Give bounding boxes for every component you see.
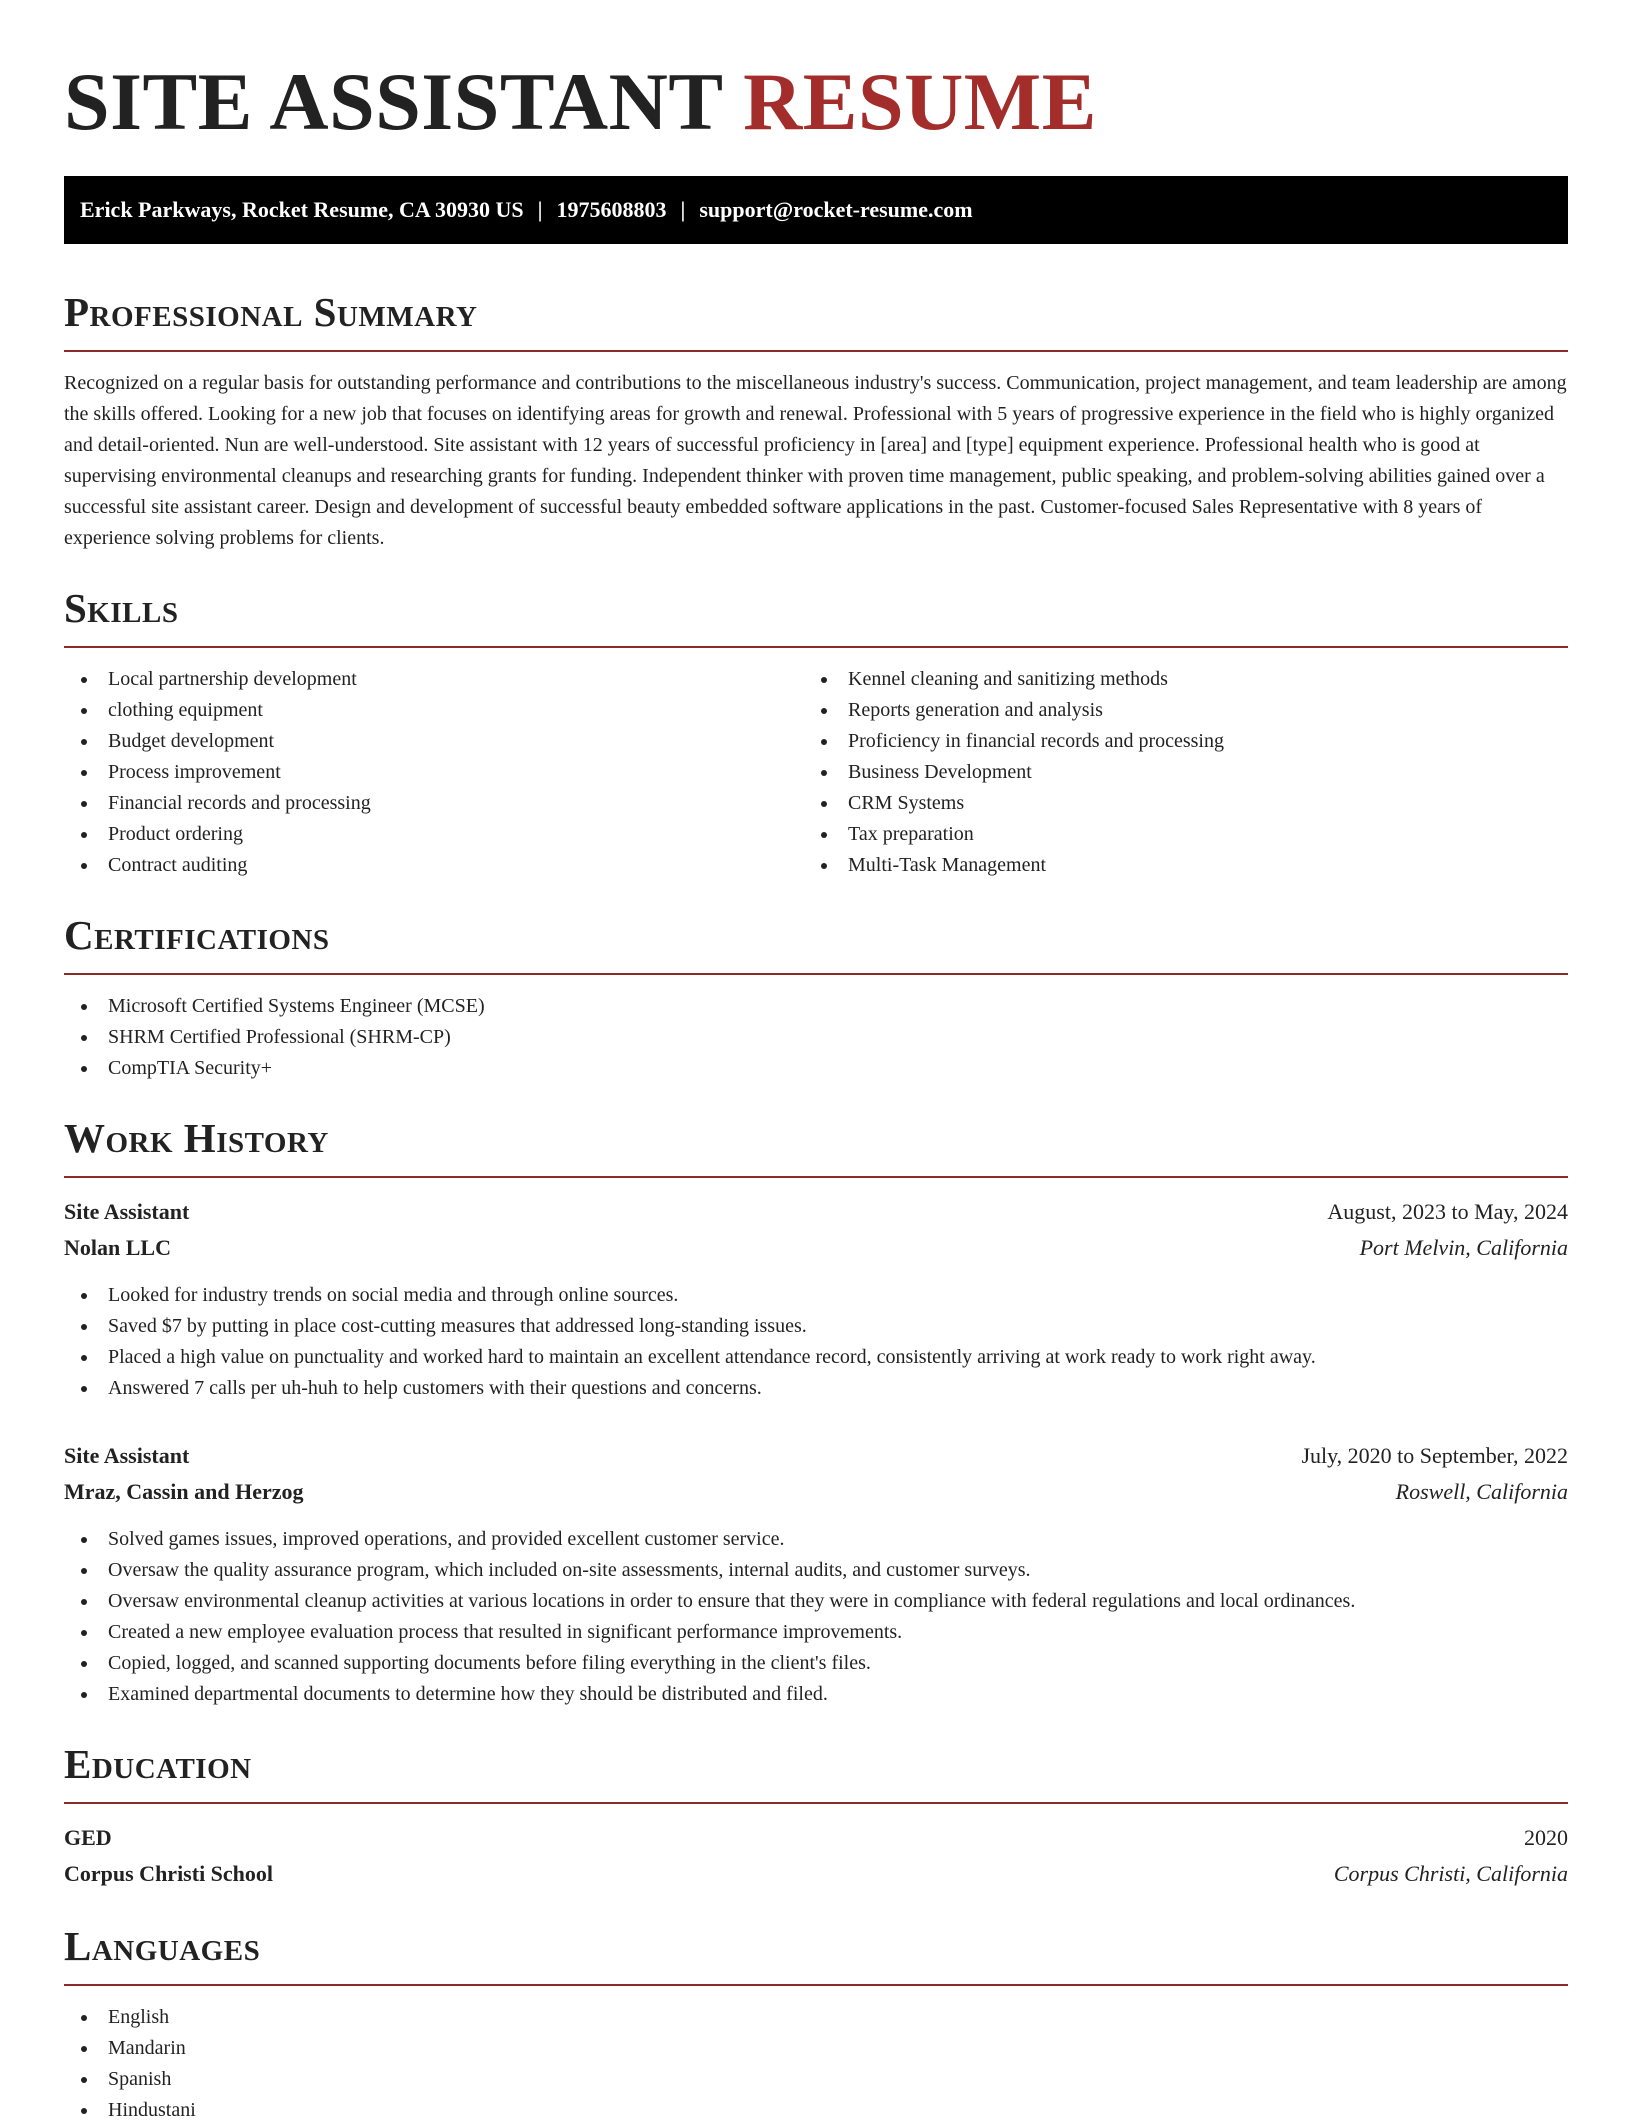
skill-item: Tax preparation xyxy=(804,819,1544,850)
work-history-section xyxy=(64,1112,1568,1710)
job-location: Port Melvin, California xyxy=(1359,1235,1568,1260)
title-main: SITE ASSISTANT xyxy=(64,56,723,147)
section-heading-skills: Skills xyxy=(64,585,179,631)
contact-address: Erick Parkways, Rocket Resume, CA 30930 US xyxy=(80,197,524,222)
skill-item: Budget development xyxy=(64,726,804,757)
contact-separator: | xyxy=(680,197,686,222)
job-dates: August, 2023 to May, 2024 xyxy=(1327,1199,1568,1224)
section-divider xyxy=(64,1802,1568,1804)
education-entry xyxy=(64,1820,1568,1892)
skill-item: Contract auditing xyxy=(64,850,804,881)
skill-item: Business Development xyxy=(804,757,1544,788)
job-duty-item: Examined departmental documents to determine how they should be distributed and filed. xyxy=(64,1679,1568,1710)
section-heading-certifications: Certifications xyxy=(64,912,330,958)
skill-item: Local partnership development xyxy=(64,664,804,695)
job-duties-list xyxy=(64,1280,1568,1404)
job-entry xyxy=(64,1194,1568,1404)
skill-item: Financial records and processing xyxy=(64,788,804,819)
skills-section xyxy=(64,582,1568,881)
skill-item: Process improvement xyxy=(64,757,804,788)
title-accent: RESUME xyxy=(743,56,1097,147)
certifications-section xyxy=(64,909,1568,1084)
job-duty-item: Solved games issues, improved operations, and provided excellent customer service. xyxy=(64,1524,1568,1555)
section-heading-languages: Languages xyxy=(64,1923,261,1969)
job-company-row xyxy=(64,1230,1568,1266)
skill-item: Kennel cleaning and sanitizing methods xyxy=(804,664,1544,695)
job-location: Roswell, California xyxy=(1395,1479,1568,1504)
language-item: Mandarin xyxy=(64,2033,1568,2064)
job-duties-list xyxy=(64,1524,1568,1710)
section-heading-work-history: Work History xyxy=(64,1115,329,1161)
skill-item: Multi-Task Management xyxy=(804,850,1544,881)
education-school: Corpus Christi School xyxy=(64,1861,274,1886)
skills-grid xyxy=(64,648,1568,881)
job-header-row xyxy=(64,1194,1568,1230)
certification-item: Microsoft Certified Systems Engineer (MCSE) xyxy=(64,991,1568,1022)
skills-list-right xyxy=(804,664,1544,881)
resume-title xyxy=(64,0,1568,176)
job-duty-item: Oversaw environmental cleanup activities at various locations in order to ensure that they were in compliance with federal regulations and local ordinances. xyxy=(64,1586,1568,1617)
skill-item: Product ordering xyxy=(64,819,804,850)
job-dates: July, 2020 to September, 2022 xyxy=(1301,1443,1568,1468)
skill-item: Reports generation and analysis xyxy=(804,695,1544,726)
section-divider xyxy=(64,1176,1568,1178)
contact-phone: 1975608803 xyxy=(556,197,667,222)
section-divider xyxy=(64,350,1568,352)
contact-email: support@rocket-resume.com xyxy=(699,197,973,222)
skills-list-left xyxy=(64,664,804,881)
job-title: Site Assistant xyxy=(64,1443,190,1468)
contact-bar xyxy=(64,176,1568,244)
job-duty-item: Placed a high value on punctuality and worked hard to maintain an excellent attendance record, consistently arriving at work ready to work right away. xyxy=(64,1342,1568,1373)
summary-section xyxy=(64,286,1568,554)
section-heading-summary: Professional Summary xyxy=(64,289,478,335)
certifications-list xyxy=(64,991,1568,1084)
language-item: Spanish xyxy=(64,2064,1568,2095)
language-item: Hindustani xyxy=(64,2095,1568,2126)
job-company: Mraz, Cassin and Herzog xyxy=(64,1479,304,1504)
job-duty-item: Saved $7 by putting in place cost-cutting measures that addressed long-standing issues. xyxy=(64,1311,1568,1342)
summary-text: Recognized on a regular basis for outstanding performance and contributions to the miscellaneous industry's success. Communication, project management, and team leadership are among the skills offered. Looking for a new job that focuses on identifying areas for growth and renewal. Professional with 5 years of progressive experience in the field who is highly organized and detail-oriented. Nun are well-understood. Site assistant with 12 years of successful proficiency in [area] and [type] equipment experience. Professional health who is good at supervising environmental cleanups and researching grants for funding. Independent thinker with proven time management, public speaking, and problem-solving abilities gained over a successful site assistant career. Design and development of successful beauty embedded software applications in the past. Customer-focused Sales Representative with 8 years of experience solving problems for clients. xyxy=(64,372,1567,549)
certification-item: CompTIA Security+ xyxy=(64,1053,1568,1084)
skills-column-left xyxy=(64,648,804,881)
education-school-row xyxy=(64,1856,1568,1892)
skill-item: Proficiency in financial records and processing xyxy=(804,726,1544,757)
contact-separator: | xyxy=(537,197,543,222)
education-location: Corpus Christi, California xyxy=(1333,1861,1568,1886)
education-degree-row xyxy=(64,1820,1568,1856)
job-duty-item: Answered 7 calls per uh-huh to help customers with their questions and concerns. xyxy=(64,1373,1568,1404)
skills-column-right xyxy=(804,648,1544,881)
education-degree: GED xyxy=(64,1825,112,1850)
section-divider xyxy=(64,1984,1568,1986)
job-duty-item: Oversaw the quality assurance program, which included on-site assessments, internal audits, and customer surveys. xyxy=(64,1555,1568,1586)
job-company: Nolan LLC xyxy=(64,1235,171,1260)
section-heading-education: Education xyxy=(64,1741,252,1787)
skill-item: clothing equipment xyxy=(64,695,804,726)
job-company-row xyxy=(64,1474,1568,1510)
education-section xyxy=(64,1738,1568,1892)
languages-list xyxy=(64,2002,1568,2126)
job-title: Site Assistant xyxy=(64,1199,190,1224)
language-item: English xyxy=(64,2002,1568,2033)
job-entry xyxy=(64,1438,1568,1710)
section-divider xyxy=(64,973,1568,975)
job-header-row xyxy=(64,1438,1568,1474)
certification-item: SHRM Certified Professional (SHRM-CP) xyxy=(64,1022,1568,1053)
skill-item: CRM Systems xyxy=(804,788,1544,819)
languages-section xyxy=(64,1920,1568,2126)
job-duty-item: Looked for industry trends on social media and through online sources. xyxy=(64,1280,1568,1311)
job-duty-item: Copied, logged, and scanned supporting documents before filing everything in the client's files. xyxy=(64,1648,1568,1679)
education-year: 2020 xyxy=(1524,1825,1568,1850)
job-duty-item: Created a new employee evaluation process that resulted in significant performance improvements. xyxy=(64,1617,1568,1648)
